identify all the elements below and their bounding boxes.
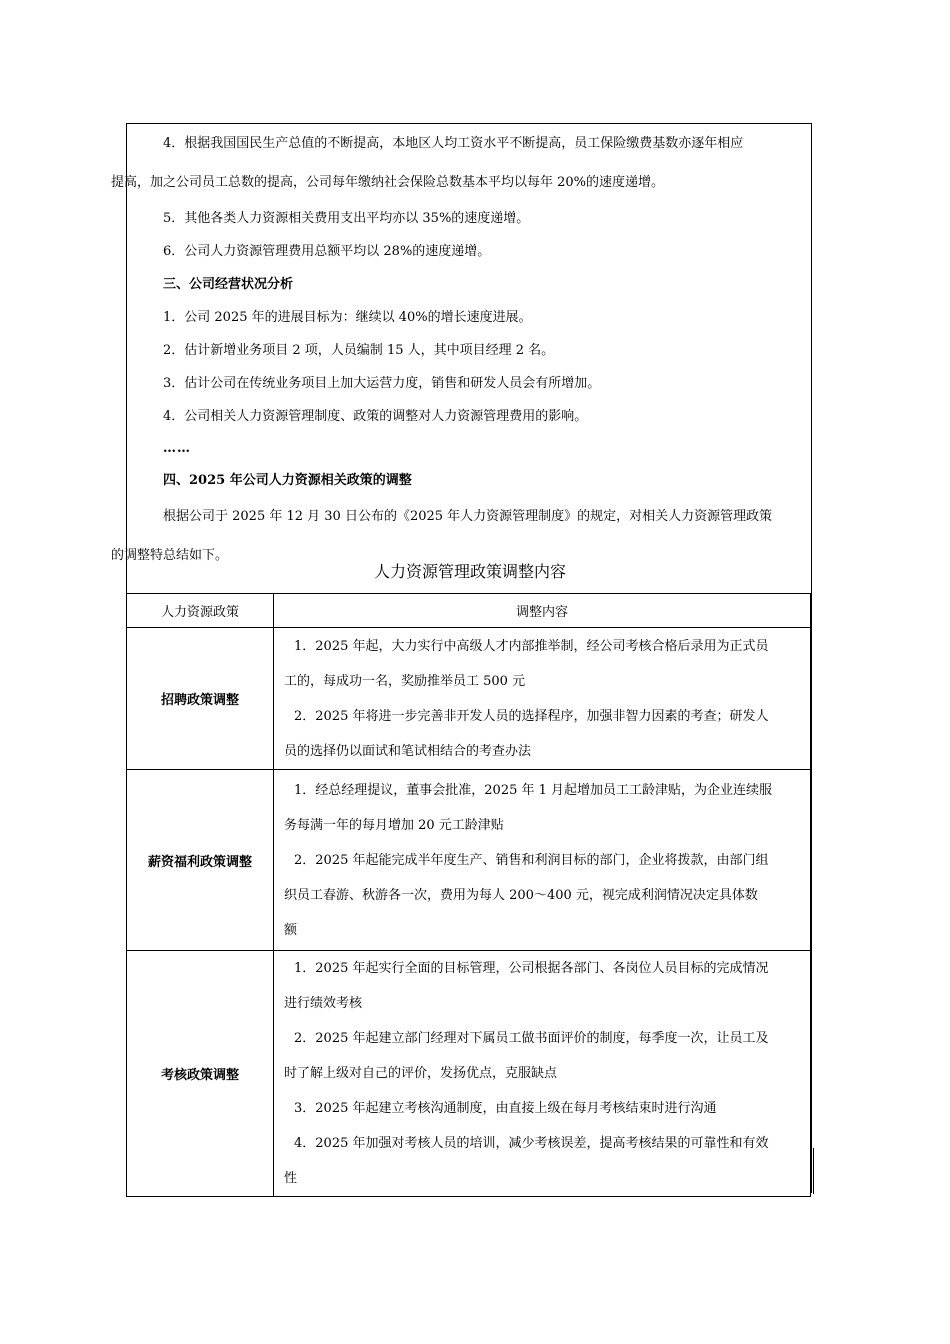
paragraph-6: 6．公司人力资源管理费用总额平均以 28%的速度递增。: [163, 244, 491, 259]
section-heading-4: 四、2025 年公司人力资源相关政策的调整: [163, 473, 412, 488]
adjustment-item: [284, 629, 804, 699]
paragraph-4: [111, 124, 805, 202]
paragraph-5: 5．其他各类人力资源相关费用支出平均亦以 35%的速度递增。: [163, 211, 530, 226]
content-cell: [274, 951, 811, 1197]
item-line: 2．2025 年起建立部门经理对下属员工做书面评价的制度，每季度一次，让员工及: [294, 1031, 769, 1046]
header-policy: 人力资源政策: [127, 594, 274, 628]
table-title: 人力资源管理政策调整内容: [373, 562, 566, 581]
frame-edge: [813, 1148, 814, 1194]
ellipsis: ……: [163, 441, 191, 456]
item-continuation-line: 额: [284, 922, 298, 938]
document-frame: [111, 123, 812, 1193]
item-line: 4．2025 年加强对考核人员的培训，减少考核误差，提高考核结果的可靠性和有效: [294, 1136, 769, 1151]
adjustment-item: [284, 951, 804, 1021]
section-3-item-4: 4．公司相关人力资源管理制度、政策的调整对人力资源管理费用的影响。: [163, 409, 588, 424]
content-cell: [274, 770, 811, 951]
adjustment-item: [284, 843, 804, 948]
policy-adjustment-table: [126, 593, 811, 1197]
section-3-item-2: 2．估计新增业务项目 2 项，人员编制 15 人，其中项目经理 2 名。: [163, 343, 555, 358]
policy-cell: 招聘政策调整: [127, 628, 274, 770]
item-continuation-line: 性: [284, 1171, 298, 1186]
item-continuation-line: 进行绩效考核: [284, 996, 363, 1011]
item-line: 2．2025 年将进一步完善非开发人员的选择程序，加强非智力因素的考查；研发人: [294, 708, 769, 724]
adjustment-item: [284, 699, 804, 769]
content-cell: [274, 628, 811, 770]
table-row: [127, 628, 811, 770]
intro-line-2: 的调整特总结如下。: [111, 548, 229, 563]
header-content: 调整内容: [274, 594, 811, 628]
paragraph-4-line-2: 提高，加之公司员工总数的提高，公司每年缴纳社会保险总数基本平均以每年 20%的速度递增。: [111, 175, 665, 190]
item-continuation-line: 务每满一年的每月增加 20 元工龄津贴: [284, 817, 504, 833]
item-continuation-line: 织员工春游、秋游各一次，费用为每人 200～400 元，视完成利润情况决定具体数: [284, 887, 758, 903]
table-row: [127, 951, 811, 1197]
table-row: [127, 770, 811, 951]
adjustment-item: [284, 1091, 804, 1126]
section-3-item-3: 3．估计公司在传统业务项目上加大运营力度，销售和研发人员会有所增加。: [163, 376, 601, 391]
item-continuation-line: 员的选择仍以面试和笔试相结合的考查办法: [284, 743, 532, 759]
paragraph-4-line-1: 4．根据我国国民生产总值的不断提高，本地区人均工资水平不断提高，员工保险缴费基数亦逐年相应: [163, 136, 744, 151]
item-line: 2．2025 年起能完成半年度生产、销售和利润目标的部门，企业将拨款，由部门组: [294, 852, 769, 868]
adjustment-item: [284, 1021, 804, 1091]
section-heading-3: 三、公司经营状况分析: [163, 277, 294, 292]
adjustment-item: [284, 1126, 804, 1196]
table-body: [127, 628, 811, 1197]
policy-cell: 考核政策调整: [127, 951, 274, 1197]
adjustment-item: [284, 773, 804, 843]
upper-text-section: [111, 124, 805, 575]
item-line: 1．2025 年起实行全面的目标管理，公司根据各部门、各岗位人员目标的完成情况: [294, 961, 769, 976]
table-header-row: [127, 594, 811, 628]
item-continuation-line: 时了解上级对自己的评价，发扬优点，克服缺点: [284, 1066, 558, 1081]
intro-line-1: 根据公司于 2025 年 12 月 30 日公布的《2025 年人力资源管理制度》的规定，对相关人力资源管理政策: [163, 509, 773, 524]
item-line: 1．经总经理提议，董事会批准，2025 年 1 月起增加员工工龄津贴，为企业连续服: [294, 782, 773, 798]
section-3-item-1: 1．公司 2025 年的进展目标为：继续以 40%的增长速度进展。: [163, 310, 532, 325]
item-line: 1．2025 年起，大力实行中高级人才内部推举制，经公司考核合格后录用为正式员: [294, 638, 769, 654]
item-line: 3．2025 年起建立考核沟通制度，由直接上级在每月考核结束时进行沟通: [294, 1101, 717, 1116]
policy-cell: 薪资福利政策调整: [127, 770, 274, 951]
item-continuation-line: 工的，每成功一名，奖励推举员工 500 元: [284, 673, 526, 689]
